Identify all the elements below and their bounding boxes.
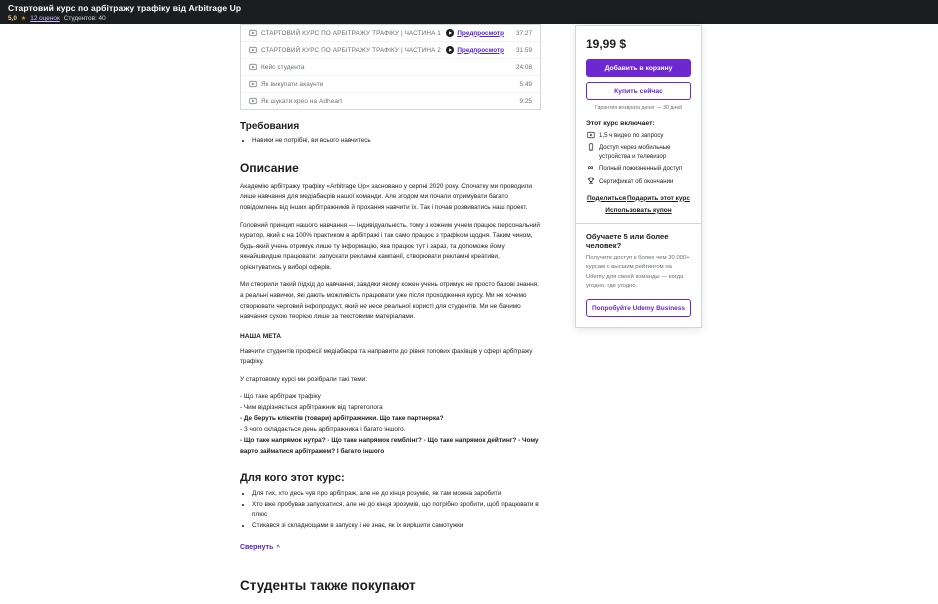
audience-item: • Стикався зі складнощами в запуску і не знає, як їх вирішити самотужки: [252, 521, 541, 532]
requirements-list: [240, 136, 541, 147]
apply-coupon-link[interactable]: Использовать купон: [605, 206, 672, 214]
course-include-label: Доступ через мобильные устройства и телевизор: [599, 144, 671, 161]
description-paragraph: Академію арбітражу трафіку «Arbitrage Up» засновано у серпні 2020 року. Спочатку ми проводили лише навчання для медіабаєрів нашої команди. Але згодом ми почали отримувати багато повідомлень від інших арбітражників й прохання навчити їх. Так і почав розвиватись наш проект.: [240, 182, 532, 212]
lecture-row[interactable]: [241, 59, 540, 76]
lecture-duration: 5:49: [519, 80, 532, 88]
requirement-item: • Навики не потрібні, ви всього навчитесь: [252, 136, 541, 147]
play-circle-icon: [446, 29, 454, 37]
topics-list: [240, 392, 541, 457]
infinity-icon: ∞: [587, 163, 594, 173]
course-meta: [8, 15, 938, 22]
topic-line: - Чим відрізняється арбітражник від таргетолога: [240, 404, 383, 412]
lecture-duration: 24:08: [516, 63, 532, 71]
star-icon: ★: [20, 15, 27, 22]
audience-item: • Для тих, хто десь чув про арбітраж, але не до кінця розуміє, як там можна заробити: [252, 489, 541, 500]
description-paragraphs: [240, 182, 541, 323]
course-include-item: [586, 131, 691, 140]
main-content: [240, 24, 541, 604]
video-lecture-icon: [249, 29, 257, 37]
lecture-title: СТАРТОВИЙ КУРС ПО АРБІТРАЖУ ТРАФІКУ | ЧАСТИНА 2: [261, 46, 441, 54]
topics-intro: У стартовому курсі ми розібрали такі теми:: [240, 375, 368, 383]
requirements-heading: Требования: [240, 121, 300, 132]
card-divider: [576, 223, 701, 224]
video-lecture-icon: [249, 97, 257, 105]
course-includes-list: [586, 131, 691, 186]
lecture-row[interactable]: [241, 93, 540, 109]
business-text: Получите доступ к более чем 30 000+ курсам с высшим рейтингом на Udemy для своей команды — когда угодно, где угодно.: [586, 254, 690, 290]
collapse-link[interactable]: [240, 544, 280, 551]
lecture-row[interactable]: [241, 76, 540, 93]
chevron-up-icon: ^: [276, 544, 280, 551]
topic-line: - З чого складається день арбітражника і багато іншого.: [240, 426, 406, 433]
course-header-bar: [0, 0, 938, 24]
money-back-guarantee: Гарантия возврата денег — 30 дней: [594, 105, 683, 111]
lecture-duration: 37:27: [516, 29, 532, 37]
audience-heading: Для кого этот курс:: [240, 471, 345, 484]
udemy-business-button[interactable]: Попробуйте Udemy Business: [586, 299, 691, 317]
rating-value: 5,0: [8, 15, 17, 22]
share-link[interactable]: Поделиться: [587, 194, 627, 202]
play-circle-icon: [446, 46, 454, 54]
topic-line: - Що таке напрямок нутра? - Що таке напрямок гемблінг? - Що таке напрямок дейтинг? - Чому варто займатися арбітражем? І багато іншого: [240, 436, 539, 455]
add-to-cart-button[interactable]: Добавить в корзину: [586, 59, 691, 77]
business-heading: Обучаете 5 или более человек?: [586, 231, 669, 250]
course-include-label: Полный пожизненный доступ: [599, 165, 683, 173]
course-include-item: [586, 164, 691, 173]
video-lecture-icon: [249, 63, 257, 71]
ratings-count-link[interactable]: 12 оценок: [30, 15, 60, 22]
course-includes-heading: Этот курс включает:: [586, 120, 655, 127]
preview-label: Предпросмотр: [457, 46, 504, 54]
preview-link[interactable]: [446, 46, 504, 54]
audience-item: • Хто вже пробував запускатися, але не до кінця зрозумів, що потрібно зробити, щоб працювати в плюс: [252, 500, 541, 522]
lecture-title: СТАРТОВИЙ КУРС ПО АРБІТРАЖУ ТРАФІКУ | ЧАСТИНА 1: [261, 29, 441, 37]
goal-text: Навчити студентів професії медіабаєра та направити до рівня топових фахівців у сфері арбітражу трафіку.: [240, 347, 533, 366]
course-include-label: 1,5 ч видео по запросу: [599, 132, 664, 139]
purchase-card: [575, 25, 702, 328]
topic-line: - Що таке арбітраж трафіку: [240, 393, 321, 401]
lecture-duration: 9:25: [519, 97, 532, 105]
goal-heading: НАША МЕТА: [240, 332, 282, 340]
audience-list: [240, 489, 541, 533]
buy-now-button[interactable]: Купить сейчас: [586, 82, 691, 100]
lecture-title: Кейс студента: [261, 63, 305, 71]
lecture-title: Як викупати акаунти: [261, 80, 324, 88]
video-lecture-icon: [249, 80, 257, 88]
course-title: Стартовий курс по арбітражу трафіку від Arbitrage Up: [8, 3, 242, 13]
students-count: Студентов: 40: [63, 15, 106, 22]
description-paragraph: Ми створили такий підхід до навчання, завдяки якому кожен учень отримує не просто базові знання, а реальні навички, які дають можливість працювати уже після проходження курсу. Ми не хочемо створювати черговий інфопродукт, який не несе реальної користі для студентів. Ми не бачимо навчання сухою теорією лише за текстовими матеріалами.: [240, 281, 539, 321]
preview-link[interactable]: [446, 29, 504, 37]
gift-course-link[interactable]: Подарить этот курс: [626, 194, 690, 202]
course-include-label: Сертификат об окончании: [599, 177, 674, 185]
trophy-icon: [586, 177, 595, 186]
lecture-row[interactable]: [241, 25, 540, 42]
topic-line: - Де беруть клієнтів (товари) арбітражники. Що таке партнерка?: [240, 415, 444, 423]
collapse-label: Свернуть: [240, 544, 274, 552]
course-include-item: [586, 177, 691, 186]
preview-label: Предпросмотр: [457, 29, 504, 37]
lecture-title: Як шукати крео на Adheart: [261, 97, 343, 105]
curriculum-list: [240, 24, 541, 110]
lecture-duration: 31:59: [516, 46, 532, 54]
course-include-item: [586, 143, 691, 161]
lecture-row[interactable]: [241, 42, 540, 59]
description-paragraph: Головний принцип нашого навчання — індивідуальність, тому з кожним учнем працює персональний куратор, який є на 100% практиком в арбітражі і так само працює з трафіком щодня. Таким чином, будь-який учень отримує лише ту інформацію, яка працює тут і зараз, та допоможе йому якнайшвидше працювати: запускати рекламні кампанії, створювати рекламні креативи, орієнтуватись у виборі оферів.: [240, 221, 540, 271]
mobile-icon: [586, 143, 595, 161]
video-icon: [586, 131, 595, 140]
video-lecture-icon: [249, 46, 257, 54]
share-gift-row: [587, 195, 690, 202]
students-also-buy-heading: Студенты также покупают: [240, 578, 416, 594]
price: 19,99 $: [586, 37, 627, 51]
description-heading: Описание: [240, 160, 299, 175]
